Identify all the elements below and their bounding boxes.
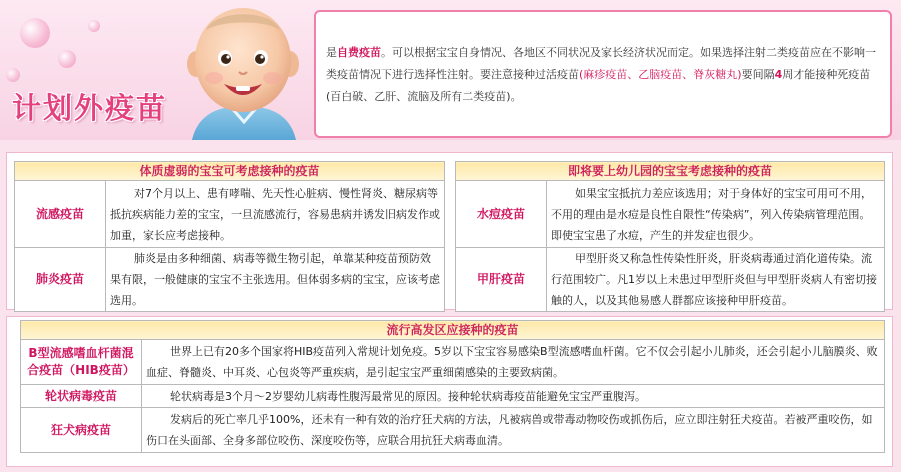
intro-text: 。可以根据宝宝自身情况、各地区不同状况及家长经济状况而定。如果选择注射二类疫苗应在不影响一类疫苗情况下进行选择性注射。要注意接种过活疫苗 bbox=[326, 46, 876, 81]
table-row bbox=[15, 248, 445, 312]
vaccine-name: 流感疫苗 bbox=[15, 181, 106, 248]
bubble-decoration bbox=[88, 20, 100, 32]
table-row bbox=[21, 340, 885, 385]
interval-weeks: 4 bbox=[774, 68, 783, 81]
bubble-decoration bbox=[6, 68, 20, 82]
vaccine-name: 肺炎疫苗 bbox=[15, 248, 106, 312]
baby-photo bbox=[178, 2, 308, 140]
vaccine-name: 甲肝疫苗 bbox=[456, 248, 547, 312]
vaccine-desc: 如果宝宝抵抗力差应该选用；对于身体好的宝宝可用可不用，不用的理由是水痘是良性自限性“传染病”，列入传染病管理范围。即使宝宝患了水痘，产生的并发症也很少。 bbox=[547, 181, 885, 248]
table-row bbox=[15, 181, 445, 248]
hero-banner bbox=[0, 0, 901, 140]
table-heading: 流行高发区应接种的疫苗 bbox=[21, 321, 885, 340]
vaccine-name: 狂犬病疫苗 bbox=[21, 408, 142, 453]
intro-text: 周才能接种死疫苗(百白破、乙肝、流脑及所有二类疫苗)。 bbox=[326, 68, 871, 103]
intro-text: 是 bbox=[326, 46, 337, 59]
vaccine-name: B型流感嗜血杆菌混合疫苗（HIB疫苗） bbox=[21, 340, 142, 385]
vaccine-desc: 世界上已有20多个国家将HIB疫苗列入常规计划免疫。5岁以下宝宝容易感染B型流感嗜血杆菌。它不仅会引起小儿肺炎，还会引起小儿脑膜炎、败血症、脊髓炎、中耳炎、心包炎等严重疾病，是引起宝宝严重细菌感染的主要致病菌。 bbox=[142, 340, 885, 385]
vaccine-name: 水痘疫苗 bbox=[456, 181, 547, 248]
vaccine-name: 轮状病毒疫苗 bbox=[21, 385, 142, 408]
epidemic-vaccine-table bbox=[20, 320, 885, 453]
vaccine-desc: 肺炎是由多种细菌、病毒等微生物引起，单靠某种疫苗预防效果有限，一般健康的宝宝不主张选用。但体弱多病的宝宝，应该考虑选用。 bbox=[106, 248, 445, 312]
bubble-decoration bbox=[58, 50, 76, 68]
table-row bbox=[21, 385, 885, 408]
live-vaccine-list: (麻疹疫苗、乙脑疫苗、脊灰糖丸) bbox=[579, 68, 742, 81]
vaccine-desc: 发病后的死亡率几乎100%，还未有一种有效的治疗狂犬病的方法，凡被病兽或带毒动物咬伤或抓伤后，应立即注射狂犬疫苗。若被严重咬伤，如伤口在头面部、全身多部位咬伤、深度咬伤等，应联合用抗狂犬病毒血清。 bbox=[142, 408, 885, 453]
table-row bbox=[21, 408, 885, 453]
table-row bbox=[456, 181, 885, 248]
bubble-decoration bbox=[20, 18, 50, 48]
vaccine-desc: 轮状病毒是3个月～2岁婴幼儿病毒性腹泻最常见的原因。接种轮状病毒疫苗能避免宝宝严重腹泻。 bbox=[142, 385, 885, 408]
table-heading: 体质虚弱的宝宝可考虑接种的疫苗 bbox=[15, 162, 445, 181]
weak-baby-vaccine-table bbox=[14, 161, 445, 312]
table-heading: 即将要上幼儿园的宝宝考虑接种的疫苗 bbox=[456, 162, 885, 181]
intro-emphasis: 自费疫苗 bbox=[337, 46, 381, 59]
intro-box bbox=[314, 10, 892, 138]
kindergarten-vaccine-table bbox=[455, 161, 885, 312]
page-title: 计划外疫苗 bbox=[12, 91, 168, 125]
vaccine-desc: 对7个月以上、患有哮喘、先天性心脏病、慢性肾炎、糖尿病等抵抗疾病能力差的宝宝，一旦流感流行，容易患病并诱发旧病发作或加重，家长应考虑接种。 bbox=[106, 181, 445, 248]
intro-text: 要间隔 bbox=[741, 68, 775, 81]
table-row bbox=[456, 248, 885, 312]
vaccine-desc: 甲型肝炎又称急性传染性肝炎，肝炎病毒通过消化道传染。流行范围较广。凡1岁以上未患过甲型肝炎但与甲型肝炎病人有密切接触的人，以及其他易感人群都应该接种甲肝疫苗。 bbox=[547, 248, 885, 312]
